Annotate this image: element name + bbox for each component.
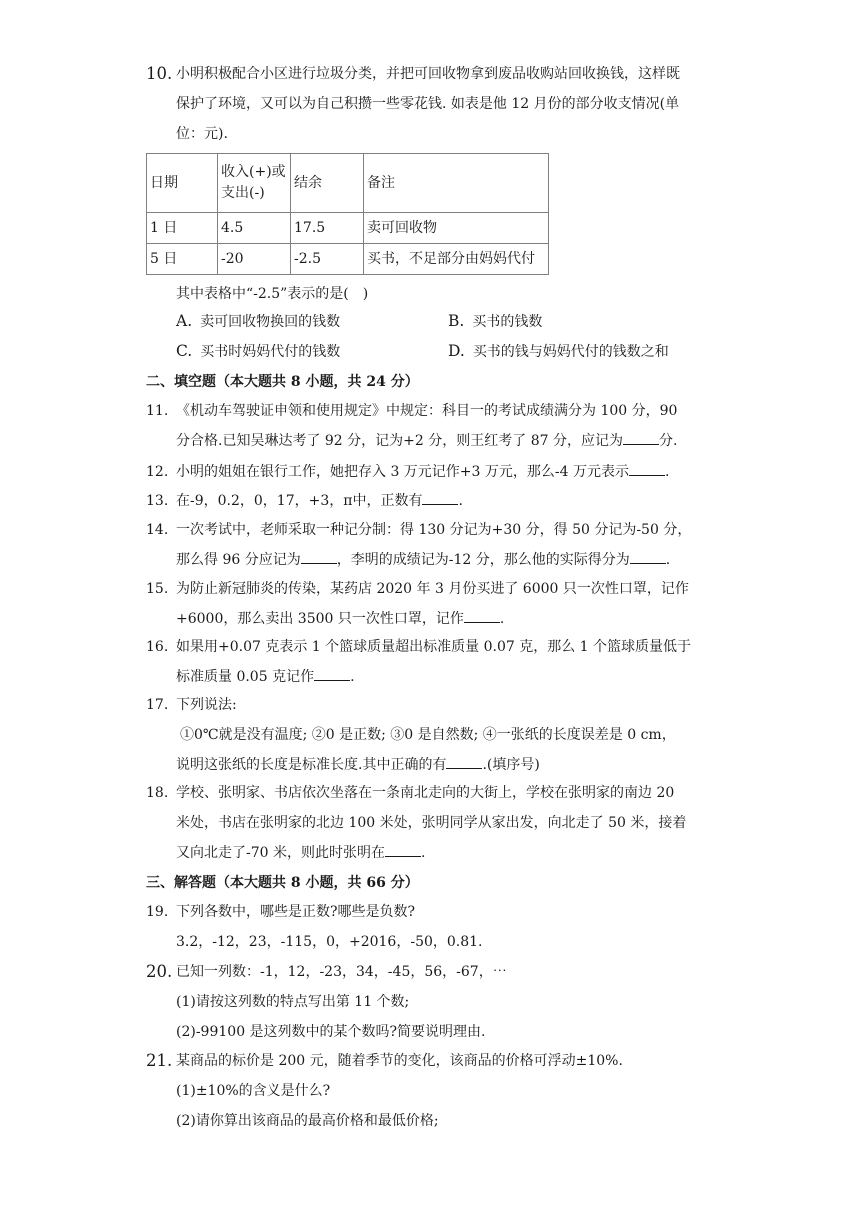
question-text-line [146, 604, 716, 634]
option-letter: B. [448, 312, 465, 330]
question-text: . [665, 552, 671, 568]
question-text: . [458, 493, 463, 509]
question-text: 那么得 96 分应记为 [176, 552, 301, 568]
question-number: 17. [146, 697, 169, 713]
question-text: (1)请按这列数的特点写出第 11 个数; [176, 994, 410, 1010]
income-expense-table [146, 153, 549, 275]
question-text: 标准质量 0.05 克记作 [176, 669, 315, 685]
answer-blank[interactable] [301, 547, 337, 564]
question-text-line [146, 426, 716, 456]
question-text: 《机动车驾驶证申领和使用规定》中规定：科目一的考试成绩满分为 100 分，90 [176, 403, 678, 419]
question-text: 已知一列数：-1，12，-23，34，-45，56，-67，⋯ [176, 964, 507, 980]
question-text-line [146, 750, 716, 780]
table-cell: 买书，不足部分由妈妈代付 [364, 244, 549, 275]
question-text: . [421, 845, 426, 861]
header-income-line1: 收入(+)或 [221, 164, 286, 180]
table-cell: 卖可回收物 [364, 213, 549, 244]
table-header-cell [218, 154, 291, 213]
option-c[interactable] [176, 336, 340, 367]
question-number: 15. [146, 581, 169, 597]
table-cell: 1 日 [147, 213, 218, 244]
table-header-row [147, 154, 549, 213]
option-letter: C. [176, 342, 193, 360]
question-text: 小明的姐姐在银行工作，她把存入 3 万元记作+3 万元，那么-4 万元表示 [176, 464, 629, 480]
question-text: 下列各数中，哪些是正数?哪些是负数? [176, 904, 416, 920]
table-cell: 5 日 [147, 244, 218, 275]
question-text: 保护了环境，又可以为自己积攒一些零花钱. 如表是他 12 月份的部分收支情况(单 [176, 96, 680, 112]
question-number: 12. [146, 464, 169, 480]
answer-blank[interactable] [422, 488, 458, 505]
question-text: 分合格.已知吴琳达考了 92 分，记为+2 分，则王红考了 87 分，应记为 [176, 433, 623, 449]
option-b[interactable] [448, 306, 542, 337]
question-text: 3.2，-12，23，-115，0，+2016，-50，0.81. [176, 934, 483, 950]
question-text: 分. [658, 433, 678, 449]
section-heading-solutions: 三、解答题（本大题共 8 小题，共 66 分） [146, 875, 419, 891]
question-number: 18. [146, 785, 169, 801]
header-income-line2: 支出(-) [221, 185, 265, 201]
question-text: . [499, 611, 505, 627]
answer-blank[interactable] [464, 606, 500, 623]
question-number: 14. [146, 522, 169, 538]
question-19 [146, 897, 716, 957]
question-18 [146, 778, 716, 868]
question-text: 小明积极配合小区进行垃圾分类，并把可回收物拿到废品收购站回收换钱，这样既 [176, 66, 680, 82]
option-text: 买书时妈妈代付的钱数 [200, 344, 341, 360]
option-letter: A. [176, 312, 193, 330]
question-text-line [146, 545, 716, 575]
question-number: 16. [146, 639, 169, 655]
question-text: 一次考试中，老师采取一种记分制：得 130 分记为+30 分，得 50 分记为-50 分， [176, 522, 692, 538]
question-number: 11. [146, 403, 169, 419]
question-text: . [350, 669, 355, 685]
section-heading-fill-in: 二、填空题（本大题共 8 小题，共 24 分） [146, 374, 419, 390]
question-text: (1)±10%的含义是什么? [176, 1083, 331, 1099]
question-text-line [146, 838, 716, 868]
table-header-cell: 日期 [147, 154, 218, 213]
answer-blank[interactable] [446, 752, 482, 769]
question-15 [146, 574, 716, 634]
question-text: . [664, 464, 670, 480]
question-text-line [146, 662, 716, 692]
question-21 [146, 1046, 716, 1136]
question-number: 19. [146, 904, 169, 920]
question-14 [146, 515, 716, 575]
table-cell: -2.5 [291, 244, 364, 275]
option-d[interactable] [448, 336, 669, 367]
question-number: 10. [146, 64, 173, 83]
question-text-line [146, 486, 716, 516]
answer-blank[interactable] [630, 547, 666, 564]
question-text: 某商品的标价是 200 元，随着季节的变化，该商品的价格可浮动±10%. [176, 1053, 623, 1069]
question-number: 13. [146, 493, 169, 509]
option-text: 买书的钱数 [472, 314, 543, 330]
question-number: 21. [146, 1051, 173, 1070]
table-header-cell: 备注 [364, 154, 549, 213]
question-text: +6000，那么卖出 3500 只一次性口罩，记作 [176, 611, 464, 627]
option-letter: D. [448, 342, 465, 360]
question-10 [146, 59, 716, 149]
question-17 [146, 690, 716, 780]
question-text: ①0℃就是没有温度; ②0 是正数; ③0 是自然数; ④一张纸的长度误差是 0 cm， [180, 727, 676, 743]
table-cell: 4.5 [218, 213, 291, 244]
question-text: 米处，书店在张明家的北边 100 米处，张明同学从家出发，向北走了 50 米，接着 [176, 815, 687, 831]
question-text: 在-9，0.2，0，17，+3，π中，正数有 [176, 493, 423, 509]
question-text: .(填序号) [482, 757, 540, 773]
answer-blank[interactable] [629, 459, 665, 476]
option-text: 买书的钱与妈妈代付的钱数之和 [472, 344, 669, 360]
question-10-stem [146, 279, 716, 309]
question-text: 又向北走了-70 米，则此时张明在 [176, 845, 385, 861]
question-text: 说明这张纸的长度是标准长度.其中正确的有 [176, 757, 447, 773]
table-header-cell: 结余 [291, 154, 364, 213]
answer-blank[interactable] [314, 664, 350, 681]
question-stem: 其中表格中“-2.5”表示的是( ) [176, 286, 369, 302]
question-16 [146, 632, 716, 692]
question-text: 为防止新冠肺炎的传染，某药店 2020 年 3 月份买进了 6000 只一次性口罩，记作 [176, 581, 689, 597]
question-text: 位：元). [176, 126, 228, 142]
question-text: ，李明的成绩记为-12 分，那么他的实际得分为 [336, 552, 630, 568]
question-12 [146, 457, 716, 487]
table-row [147, 213, 549, 244]
table-row [147, 244, 549, 275]
option-text: 卖可回收物换回的钱数 [200, 314, 341, 330]
question-20 [146, 957, 716, 1047]
option-a[interactable] [176, 306, 340, 337]
question-text: (2)-99100 是这列数中的某个数吗?简要说明理由. [176, 1024, 486, 1040]
question-13 [146, 486, 716, 516]
answer-blank[interactable] [623, 428, 659, 445]
question-text: 学校、张明家、书店依次坐落在一条南北走向的大街上，学校在张明家的南边 20 [176, 785, 675, 801]
question-text: 下列说法: [176, 697, 237, 713]
question-text: 如果用+0.07 克表示 1 个篮球质量超出标准质量 0.07 克，那么 1 个篮球质量低于 [176, 639, 692, 655]
question-number: 20. [146, 962, 173, 981]
question-11 [146, 396, 716, 456]
question-text-line [146, 457, 716, 487]
question-text: (2)请你算出该商品的最高价格和最低价格; [176, 1113, 439, 1129]
answer-blank[interactable] [385, 840, 421, 857]
table-cell: 17.5 [291, 213, 364, 244]
table-cell: -20 [218, 244, 291, 275]
